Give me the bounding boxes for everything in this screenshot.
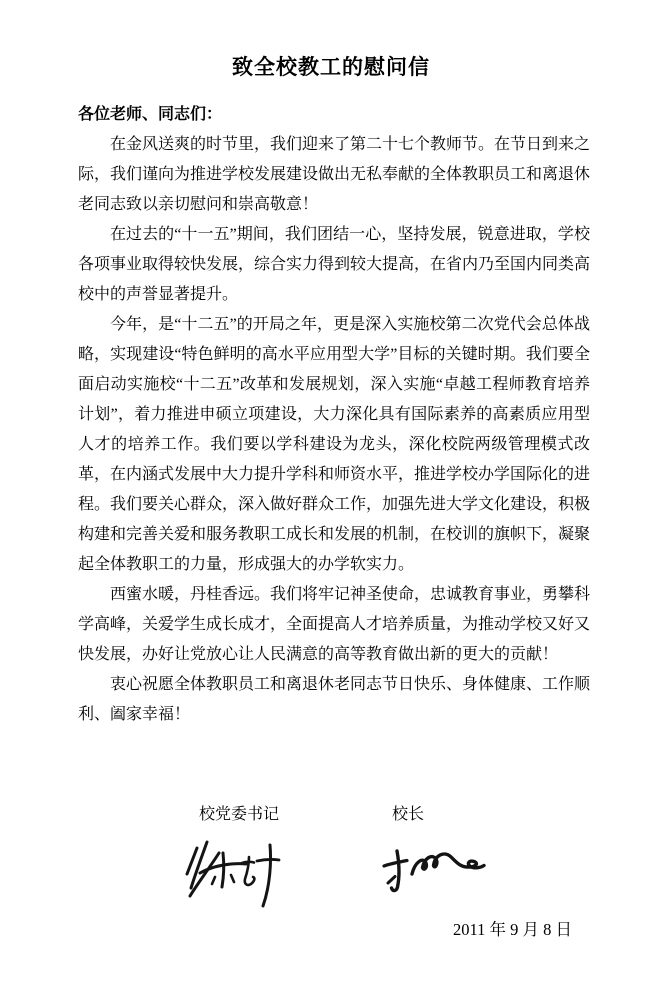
- body-paragraph: 西蜜水暖，丹桂香远。我们将牢记神圣使命，忠诚教育事业，勇攀科学高峰，关爱学生成长成才，全面提高人才培养质量，为推动学校又好又快发展，办好让党放心让人民满意的高等教育做出新的更大的贡献！: [78, 586, 591, 663]
- letter-date: 2011 年 9 月 8 日: [453, 920, 573, 939]
- salutation: 各位老师、同志们：: [78, 106, 223, 123]
- page-title: 致全校教工的慰问信: [232, 55, 430, 79]
- signature-title-president: 校长: [392, 806, 425, 823]
- body-paragraph: 衷心祝愿全体教职员工和离退休老同志节日快乐、身体健康、工作顺利、阖家幸福！: [78, 676, 591, 723]
- president-handwritten-signature-image: [374, 844, 492, 902]
- body-paragraph: 今年，是“十二五”的开局之年，更是深入实施校第二次党代会总体战略，实现建设“特色鲜明的高水平应用型大学”目标的关键时期。我们要全面启动实施校“十二五”改革和发展规划，深入实施“卓越工程师教育培养计划”，着力推进申硕立项建设，大力深化具有国际素养的高素质应用型人才的培养工作。我们要以学科建设为龙头，深化校院两级管理模式改革，在内涵式发展中大力提升学科和师资水平，推进学校办学国际化的进程。我们要关心群众，深入做好群众工作，加强先进大学文化建设，积极构建和完善关爱和服务教职工成长和发展的机制，在校训的旗帜下，凝聚起全体教职工的力量，形成强大的办学软实力。: [78, 316, 591, 573]
- body-paragraph: 在过去的“十一五”期间，我们团结一心，坚持发展，锐意进取，学校各项事业取得较快发展，综合实力得到较大提高，在省内乃至国内同类高校中的声誉显著提升。: [78, 226, 591, 303]
- letter-body: [78, 100, 590, 730]
- secretary-handwritten-signature-image: [183, 834, 285, 912]
- signature-title-secretary: 校党委书记: [199, 806, 280, 823]
- body-paragraph: 在金风送爽的时节里，我们迎来了第二十七个教师节。在节日到来之际，我们谨向为推进学校发展建设做出无私奉献的全体教职员工和离退休老同志致以亲切慰问和崇高敬意！: [78, 136, 591, 213]
